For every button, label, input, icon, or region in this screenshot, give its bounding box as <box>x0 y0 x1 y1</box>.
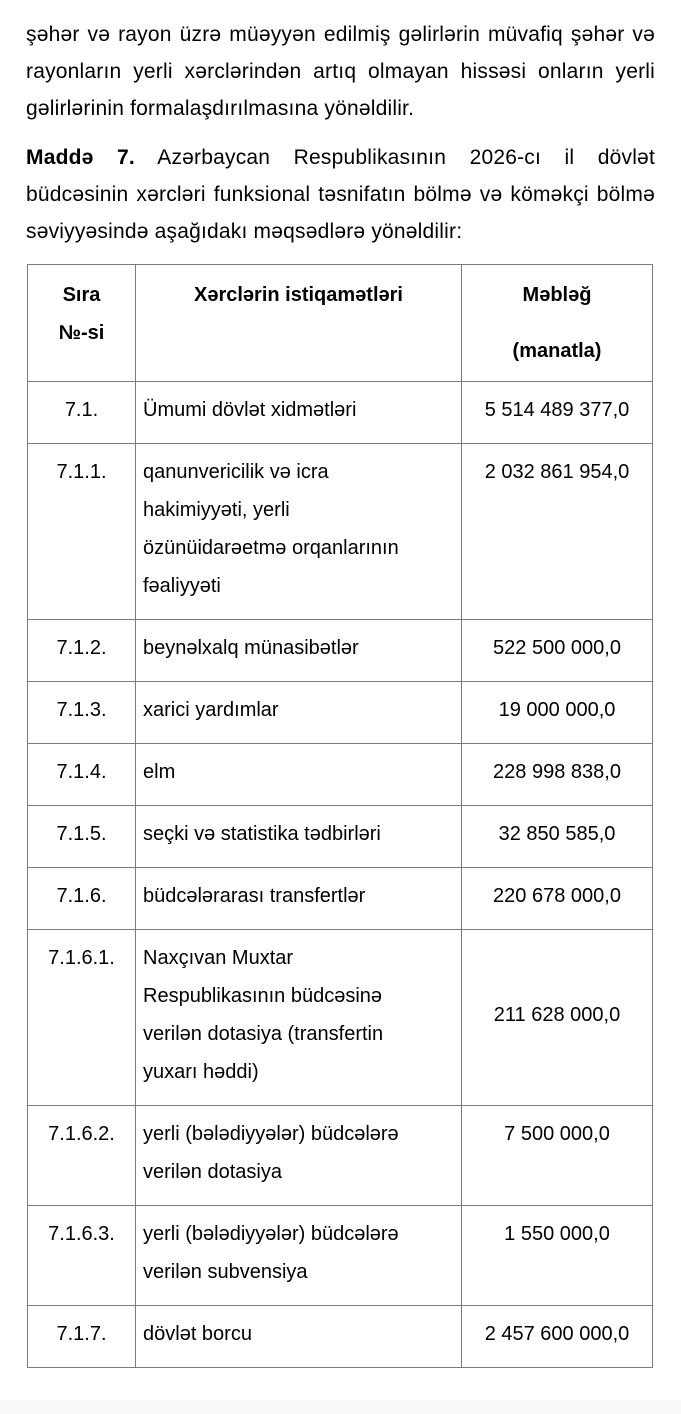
header-cell-direction: Xərclərin istiqamətləri <box>136 265 462 382</box>
table-row <box>28 1106 653 1206</box>
row-number-cell: 7.1.4. <box>28 744 136 806</box>
row-amount-cell: 228 998 838,0 <box>462 744 653 806</box>
table-row <box>28 444 653 620</box>
header-number-line1: Sıra <box>62 284 101 306</box>
header-number-line2: №-si <box>58 322 105 344</box>
row-amount-cell: 19 000 000,0 <box>462 682 653 744</box>
row-number-cell: 7.1.1. <box>28 444 136 620</box>
row-amount-cell: 522 500 000,0 <box>462 620 653 682</box>
row-direction-cell: yerli (bələdiyyələr) büdcələrə verilən subvensiya <box>136 1206 462 1306</box>
row-number-cell: 7.1. <box>28 382 136 444</box>
row-direction-cell: qanunvericilik və icra hakimiyyəti, yerli özünüidarəetmə orqanlarının fəaliyyəti <box>136 444 462 620</box>
madde-7-text: Azərbaycan Respublikasının 2026-cı il dövlət büdcəsinin xərcləri funksional təsnifatın bölmə və köməkçi bölmə səviyyəsində aşağıdakı məqsədlərə yönəldilir: <box>26 146 655 243</box>
row-number-cell: 7.1.6. <box>28 868 136 930</box>
row-direction-cell: yerli (bələdiyyələr) büdcələrə verilən dotasiya <box>136 1106 462 1206</box>
header-cell-amount <box>462 265 653 382</box>
row-number-cell: 7.1.7. <box>28 1306 136 1368</box>
header-cell-number <box>28 265 136 382</box>
row-number-cell: 7.1.6.1. <box>28 930 136 1106</box>
row-direction-cell: beynəlxalq münasibətlər <box>136 620 462 682</box>
row-amount-cell: 220 678 000,0 <box>462 868 653 930</box>
header-amount-line1: Məbləğ <box>522 284 592 306</box>
table-row <box>28 868 653 930</box>
row-direction-cell: elm <box>136 744 462 806</box>
row-number-cell: 7.1.2. <box>28 620 136 682</box>
row-amount-cell: 211 628 000,0 <box>462 930 653 1106</box>
table-row <box>28 1306 653 1368</box>
table-row <box>28 682 653 744</box>
row-amount-cell: 5 514 489 377,0 <box>462 382 653 444</box>
row-number-cell: 7.1.3. <box>28 682 136 744</box>
row-direction-cell: Ümumi dövlət xidmətləri <box>136 382 462 444</box>
table-row <box>28 1206 653 1306</box>
header-row <box>28 265 653 382</box>
row-direction-cell: xarici yardımlar <box>136 682 462 744</box>
row-amount-cell: 1 550 000,0 <box>462 1206 653 1306</box>
row-amount-cell: 2 032 861 954,0 <box>462 444 653 620</box>
budget-table <box>27 264 653 1368</box>
row-number-cell: 7.1.6.3. <box>28 1206 136 1306</box>
table-row <box>28 382 653 444</box>
budget-table-body <box>28 382 653 1368</box>
page-bottom-strip <box>0 1400 681 1414</box>
row-amount-cell: 32 850 585,0 <box>462 806 653 868</box>
row-amount-cell: 2 457 600 000,0 <box>462 1306 653 1368</box>
paragraph-intro-text: şəhər və rayon üzrə müəyyən edilmiş gəlirlərin müvafiq şəhər və rayonların yerli xərclərindən artıq olmayan hissəsi onların yerli gəlirlərinin formalaşdırılmasına yönəldilir. <box>26 23 655 120</box>
table-row <box>28 620 653 682</box>
paragraph-intro <box>26 16 655 127</box>
paragraph-madde-7 <box>26 139 655 250</box>
row-amount-cell: 7 500 000,0 <box>462 1106 653 1206</box>
table-row <box>28 744 653 806</box>
row-direction-cell: seçki və statistika tədbirləri <box>136 806 462 868</box>
budget-table-header <box>28 265 653 382</box>
madde-7-label: Maddə 7. <box>26 146 135 169</box>
header-amount-line2: (manatla) <box>512 340 602 362</box>
row-direction-cell: büdcələrarası transfertlər <box>136 868 462 930</box>
row-number-cell: 7.1.5. <box>28 806 136 868</box>
row-direction-cell: dövlət borcu <box>136 1306 462 1368</box>
row-direction-cell: Naxçıvan Muxtar Respublikasının büdcəsinə verilən dotasiya (transfertin yuxarı həddi) <box>136 930 462 1106</box>
table-row <box>28 930 653 1106</box>
table-row <box>28 806 653 868</box>
row-number-cell: 7.1.6.2. <box>28 1106 136 1206</box>
